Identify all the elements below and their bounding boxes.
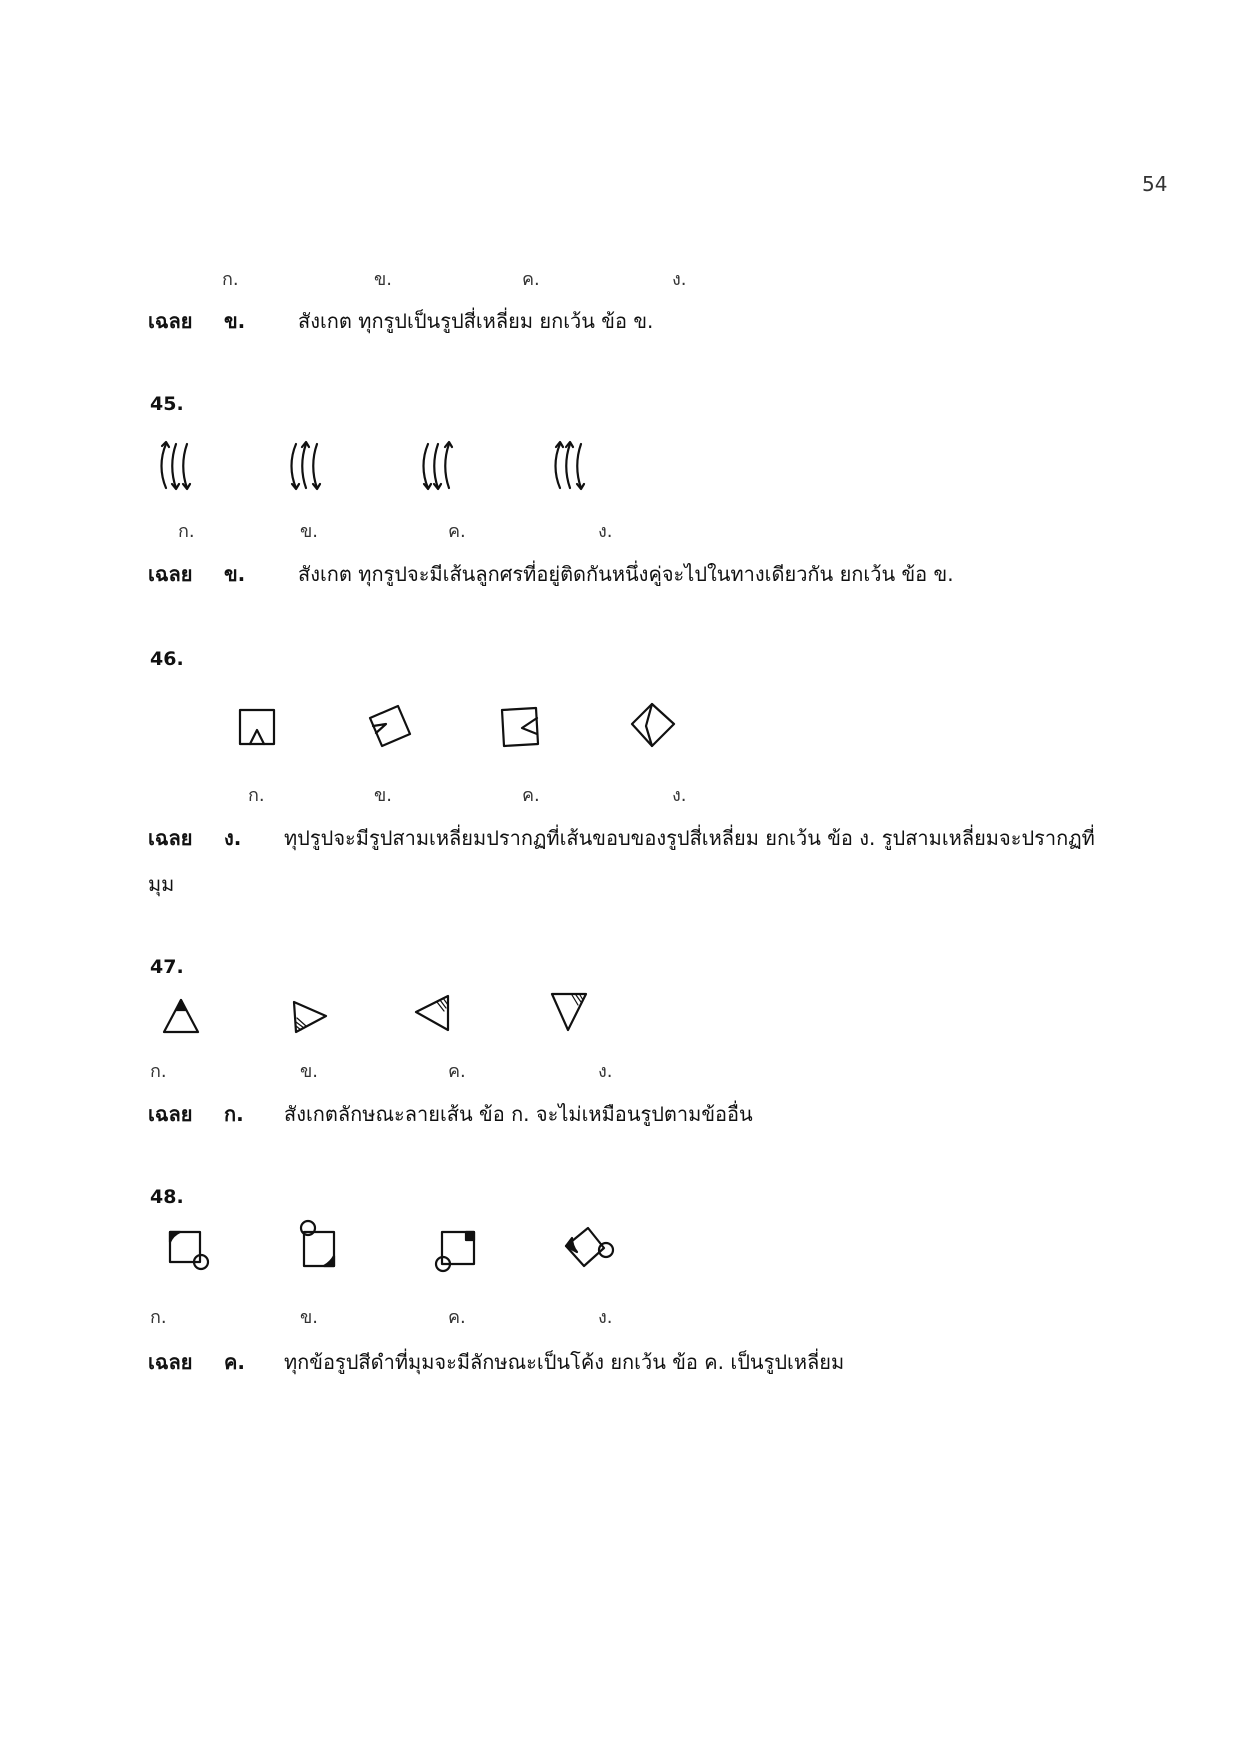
answer-label: เฉลย (148, 309, 193, 333)
option-label-a: ก. (248, 785, 265, 806)
answer-letter: ค. (224, 1350, 245, 1374)
option-label-b: ข. (374, 785, 393, 806)
square-with-triangle-icon (496, 702, 546, 752)
square-with-triangle-icon (236, 706, 280, 750)
option-label-d: ง. (598, 1307, 613, 1328)
three-arrows-icon (288, 438, 330, 494)
answer-label: เฉลย (148, 562, 193, 586)
option-label-b: ข. (300, 1061, 319, 1082)
option-label-a: ก. (150, 1061, 167, 1082)
option-label-a: ก. (222, 269, 239, 290)
option-label-b: ข. (374, 269, 393, 290)
hatched-triangle-icon (160, 994, 204, 1036)
answer-letter: ข. (224, 562, 246, 586)
three-arrows-icon (158, 438, 200, 494)
square-with-triangle-icon (624, 698, 682, 756)
square-with-triangle-icon (364, 700, 420, 756)
answer-letter: ง. (224, 826, 242, 850)
answer-label: เฉลย (148, 1350, 193, 1374)
three-arrows-icon (552, 438, 594, 494)
answer-explanation: สังเกตลักษณะลายเส้น ข้อ ก. จะไม่เหมือนรูปตามข้ออื่น (284, 1102, 753, 1126)
answer-letter: ก. (224, 1102, 244, 1126)
square-circle-corner-icon (560, 1222, 618, 1278)
answer-label: เฉลย (148, 1102, 193, 1126)
question-number: 47. (150, 956, 184, 978)
option-label-c: ค. (448, 521, 466, 542)
option-label-d: ง. (672, 785, 687, 806)
question-number: 45. (150, 393, 184, 415)
option-label-d: ง. (672, 269, 687, 290)
option-label-a: ก. (178, 521, 195, 542)
answer-letter: ข. (224, 309, 246, 333)
option-label-d: ง. (598, 1061, 613, 1082)
hatched-triangle-icon (548, 990, 592, 1038)
three-arrows-icon (420, 438, 462, 494)
option-label-c: ค. (448, 1061, 466, 1082)
option-label-a: ก. (150, 1307, 167, 1328)
option-label-c: ค. (448, 1307, 466, 1328)
option-label-d: ง. (598, 521, 613, 542)
answer-explanation: สังเกต ทุกรูปเป็นรูปสี่เหลี่ยม ยกเว้น ข้อ ข. (298, 309, 654, 333)
option-label-b: ข. (300, 521, 319, 542)
square-circle-corner-icon (296, 1218, 346, 1276)
question-number: 46. (150, 648, 184, 670)
hatched-triangle-icon (290, 996, 334, 1038)
option-label-b: ข. (300, 1307, 319, 1328)
hatched-triangle-icon (412, 992, 456, 1036)
answer-label: เฉลย (148, 826, 193, 850)
page-number: 54 (1142, 172, 1168, 196)
square-circle-corner-icon (164, 1226, 214, 1276)
option-label-c: ค. (522, 785, 540, 806)
square-circle-corner-icon (430, 1226, 482, 1278)
option-label-c: ค. (522, 269, 540, 290)
answer-explanation: ทุปรูปจะมีรูปสามเหลี่ยมปรากฏที่เส้นขอบของรูปสี่เหลี่ยม ยกเว้น ข้อ ง. รูปสามเหลี่ยมจะปรากฏที่ (284, 826, 1095, 850)
answer-explanation-continued: มุม (148, 872, 175, 896)
answer-explanation: ทุกข้อรูปสีดำที่มุมจะมีลักษณะเป็นโค้ง ยกเว้น ข้อ ค. เป็นรูปเหลี่ยม (284, 1350, 845, 1374)
answer-explanation: สังเกต ทุกรูปจะมีเส้นลูกศรที่อยู่ติดกันหนึ่งคู่จะไปในทางเดียวกัน ยกเว้น ข้อ ข. (298, 562, 954, 586)
question-number: 48. (150, 1186, 184, 1208)
